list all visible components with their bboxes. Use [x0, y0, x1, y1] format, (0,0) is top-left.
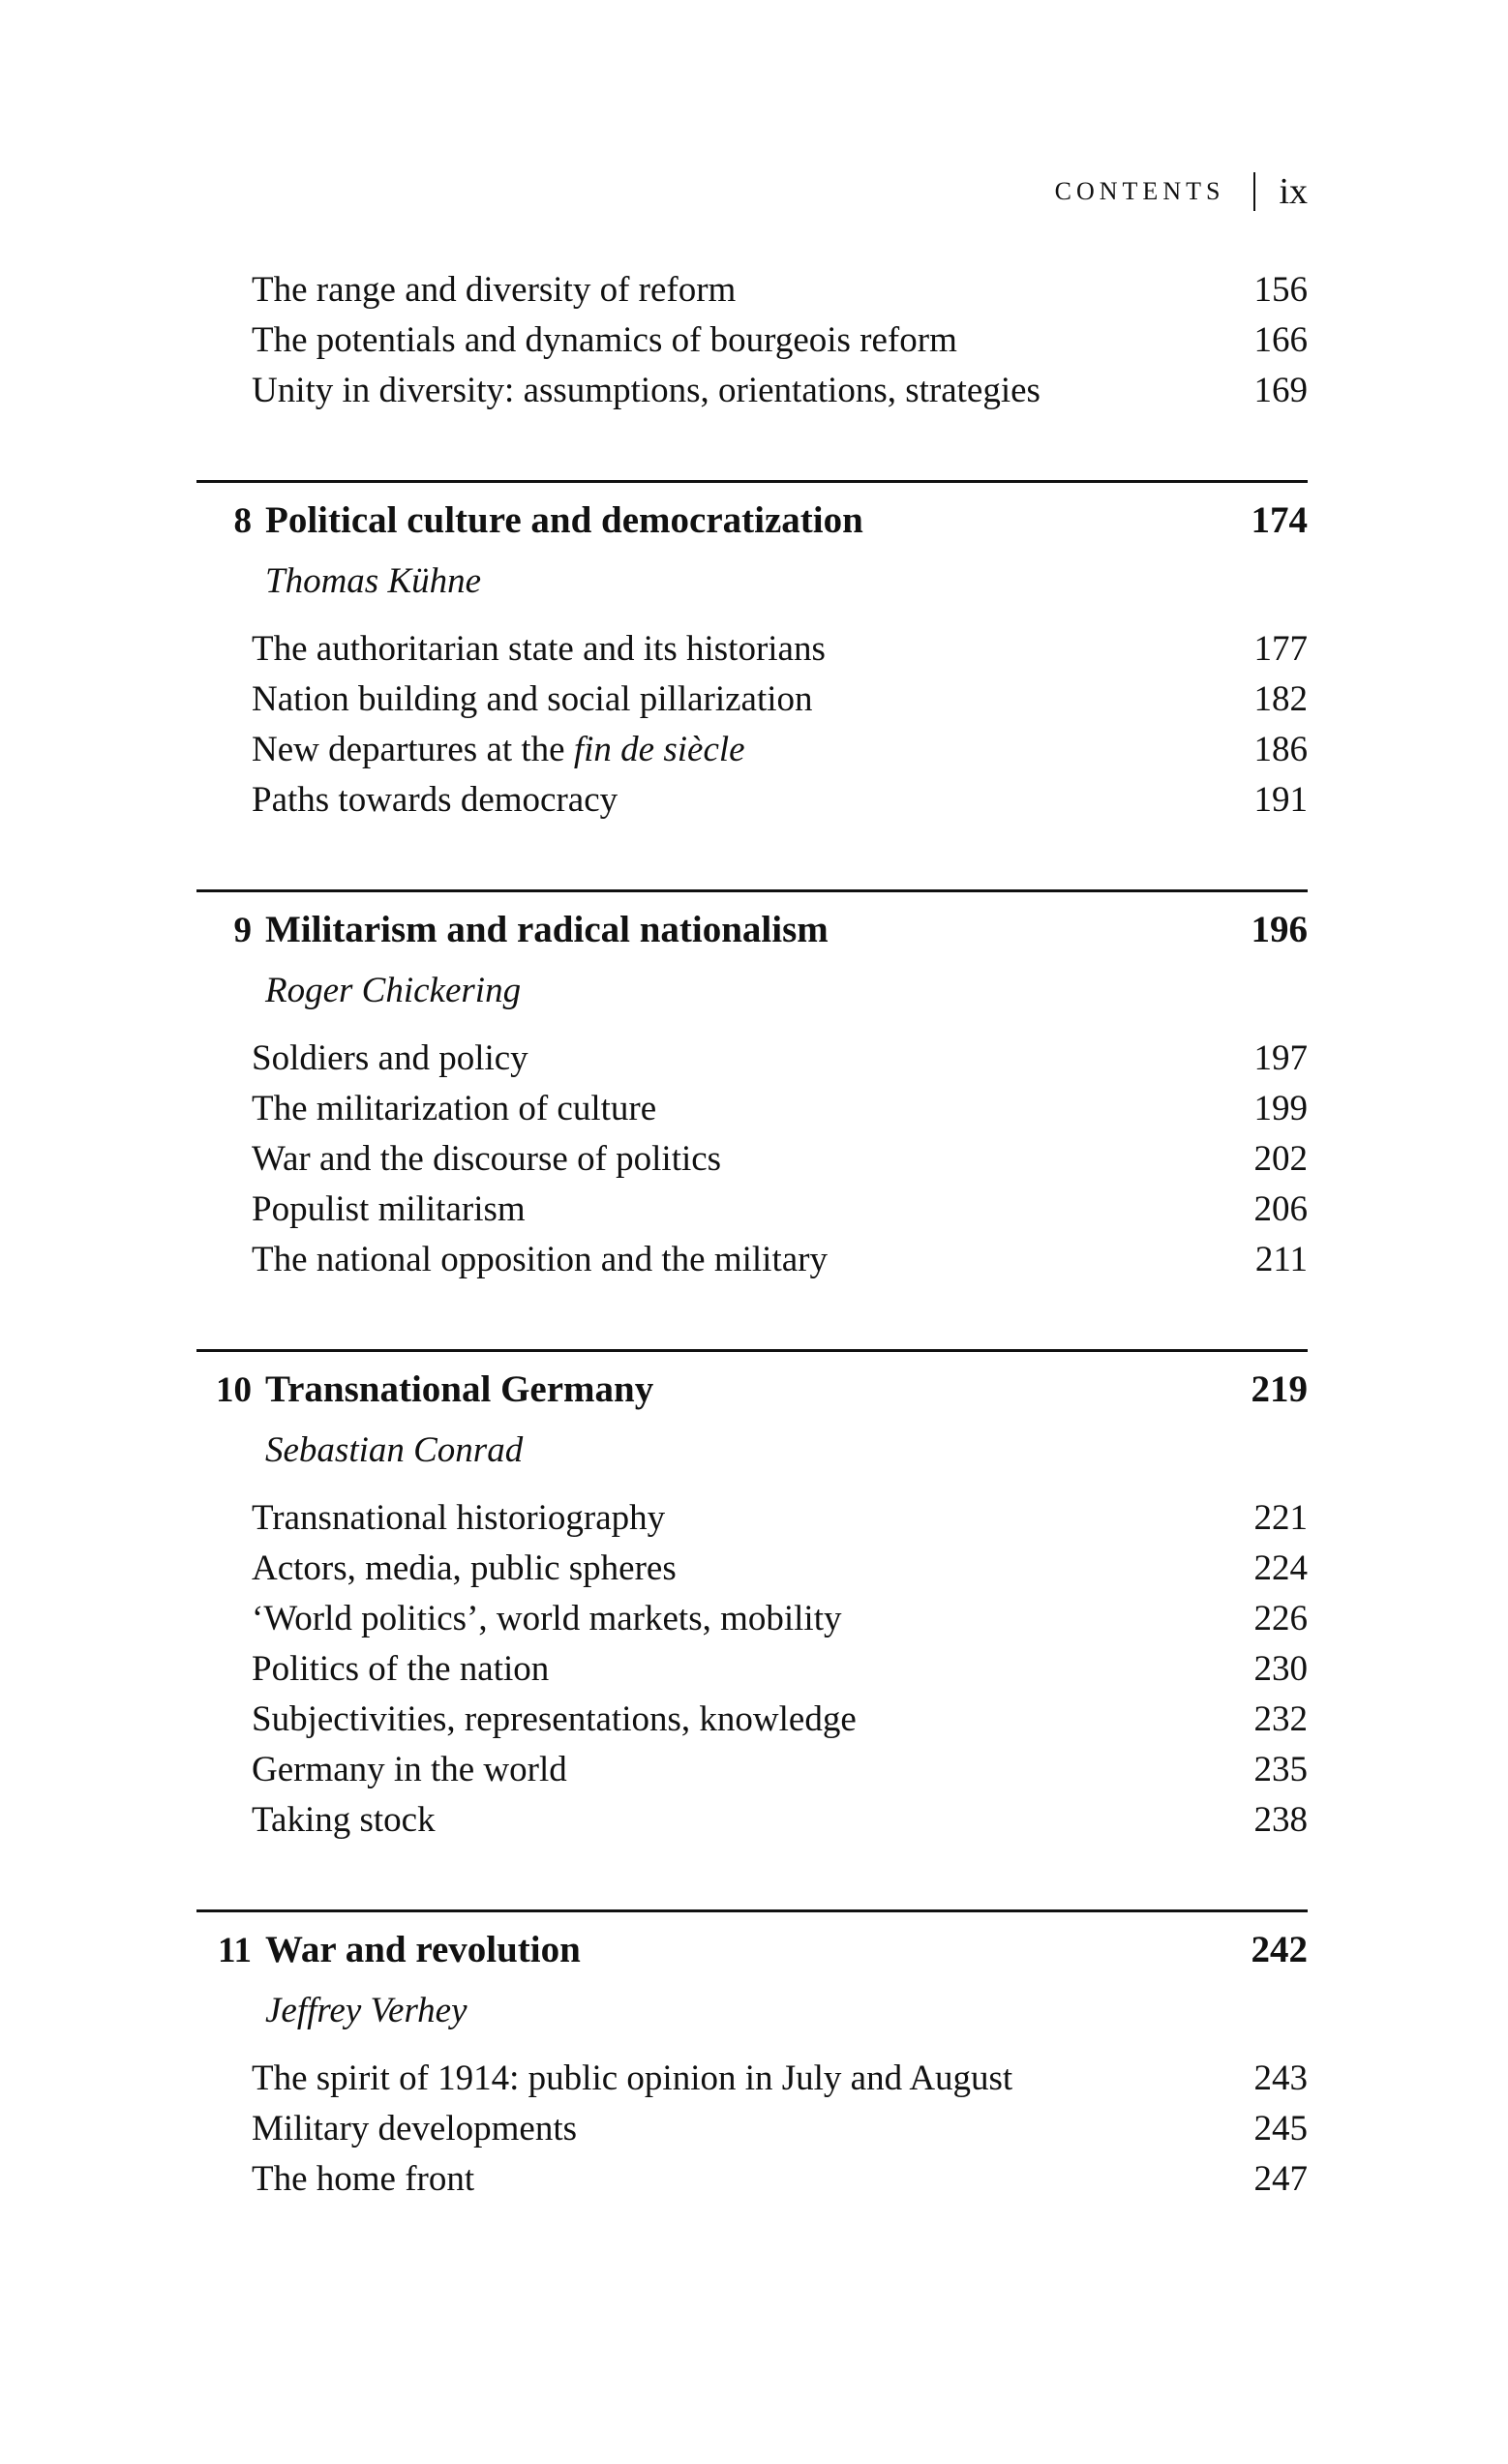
chapter-author [252, 1429, 1308, 1497]
chapter-author [252, 560, 1308, 628]
chapter-heading[interactable] [196, 908, 1308, 970]
entry-title: The militarization of culture [252, 1089, 657, 1128]
entry-page: 245 [1253, 2109, 1308, 2148]
toc-entry[interactable] [196, 779, 1308, 829]
entry-title: Actors, media, public spheres [252, 1548, 677, 1588]
author-name: Jeffrey Verhey [265, 1991, 467, 2030]
entry-title: Subjectivities, representations, knowledge [252, 1699, 857, 1739]
chapter-heading[interactable] [196, 1367, 1308, 1429]
entry-title: The range and diversity of reform [252, 270, 737, 310]
entry-page: 177 [1253, 629, 1308, 669]
toc-entry[interactable] [196, 1648, 1308, 1698]
entry-page: 169 [1253, 371, 1308, 410]
toc-entry[interactable] [196, 1598, 1308, 1648]
entry-page: 238 [1253, 1800, 1308, 1840]
toc-entry[interactable] [196, 2058, 1308, 2108]
entry-page: 186 [1253, 730, 1308, 769]
table-of-contents [196, 269, 1308, 2209]
chapter-title: War and revolution [265, 1929, 581, 1970]
author-name: Roger Chickering [265, 971, 522, 1010]
toc-entry[interactable] [196, 1548, 1308, 1598]
author-name: Thomas Kühne [265, 561, 482, 601]
entry-title: Taking stock [252, 1800, 436, 1840]
entry-page: 232 [1253, 1699, 1308, 1739]
intro-section-list [196, 269, 1308, 420]
entry-title: The authoritarian state and its historians [252, 629, 826, 669]
running-head: CONTENTS [1054, 177, 1225, 205]
page-header [196, 166, 1308, 217]
chapter-block [196, 1909, 1308, 2209]
entry-title: The potentials and dynamics of bourgeois reform [252, 320, 957, 360]
entry-title: Populist militarism [252, 1189, 526, 1229]
entry-page: 221 [1253, 1498, 1308, 1538]
entry-title: War and the discourse of politics [252, 1139, 722, 1179]
chapter-heading[interactable] [196, 498, 1308, 560]
chapter-number: 9 [233, 911, 252, 950]
author-name: Sebastian Conrad [265, 1430, 524, 1470]
chapter-number: 11 [218, 1931, 252, 1970]
chapter-page: 219 [1251, 1368, 1308, 1410]
toc-entry[interactable] [196, 729, 1308, 779]
toc-entry[interactable] [196, 1188, 1308, 1239]
entry-title: Politics of the nation [252, 1649, 550, 1689]
chapter-number: 10 [216, 1370, 252, 1410]
entry-title: The spirit of 1914: public opinion in July and August [252, 2058, 1013, 2098]
entry-page: 191 [1253, 780, 1308, 820]
chapter-page: 174 [1251, 499, 1308, 541]
chapter-author [252, 970, 1308, 1037]
entry-title: The home front [252, 2159, 475, 2199]
entry-page: 235 [1253, 1750, 1308, 1789]
toc-entry[interactable] [196, 678, 1308, 729]
entry-page: 182 [1253, 679, 1308, 719]
chapter-block [196, 1349, 1308, 1849]
chapter-page: 196 [1251, 909, 1308, 950]
header-divider [1253, 172, 1255, 211]
toc-entry[interactable] [196, 2158, 1308, 2209]
toc-entry[interactable] [196, 628, 1308, 678]
toc-entry[interactable] [196, 319, 1308, 370]
chapter-author [252, 1990, 1308, 2058]
entry-page: 156 [1253, 270, 1308, 310]
chapter-title: Political culture and democratization [265, 499, 863, 541]
toc-entry[interactable] [196, 1239, 1308, 1289]
entry-title: ‘World politics’, world markets, mobility [252, 1599, 842, 1638]
entry-title: Germany in the world [252, 1750, 567, 1789]
chapter-title: Militarism and radical nationalism [265, 909, 829, 950]
entry-title: Paths towards democracy [252, 780, 618, 820]
entry-title: Unity in diversity: assumptions, orientations, strategies [252, 371, 1041, 410]
entry-page: 243 [1253, 2058, 1308, 2098]
chapter-heading[interactable] [196, 1928, 1308, 1990]
toc-entry[interactable] [196, 269, 1308, 319]
toc-entry[interactable] [196, 1037, 1308, 1088]
chapter-block [196, 889, 1308, 1289]
chapter-title: Transnational Germany [265, 1368, 654, 1410]
toc-entry[interactable] [196, 1698, 1308, 1749]
chapter-block [196, 480, 1308, 829]
chapter-number: 8 [233, 501, 252, 541]
entry-title: Nation building and social pillarization [252, 679, 813, 719]
page-number: ix [1279, 171, 1308, 212]
entry-title: Soldiers and policy [252, 1038, 528, 1078]
entry-page: 224 [1253, 1548, 1308, 1588]
entry-title: Transnational historiography [252, 1498, 666, 1538]
toc-entry[interactable] [196, 1497, 1308, 1548]
toc-entry[interactable] [196, 1749, 1308, 1799]
entry-title [252, 729, 1254, 770]
entry-page: 211 [1254, 1240, 1308, 1279]
entry-page: 166 [1253, 320, 1308, 360]
chapter-page: 242 [1251, 1929, 1308, 1970]
entry-title: Military developments [252, 2109, 578, 2148]
toc-entry[interactable] [196, 1088, 1308, 1138]
toc-entry[interactable] [196, 1799, 1308, 1849]
entry-title-prefix: New departures at the [252, 730, 574, 769]
toc-entry[interactable] [196, 2108, 1308, 2158]
entry-page: 202 [1253, 1139, 1308, 1179]
entry-page: 197 [1253, 1038, 1308, 1078]
toc-entry[interactable] [196, 370, 1308, 420]
toc-entry[interactable] [196, 1138, 1308, 1188]
entry-title: The national opposition and the military [252, 1240, 828, 1279]
entry-page: 199 [1253, 1089, 1308, 1128]
entry-page: 226 [1253, 1599, 1308, 1638]
entry-page: 247 [1253, 2159, 1308, 2199]
entry-page: 230 [1253, 1649, 1308, 1689]
entry-title-italic: fin de siècle [573, 730, 745, 769]
entry-page: 206 [1253, 1189, 1308, 1229]
